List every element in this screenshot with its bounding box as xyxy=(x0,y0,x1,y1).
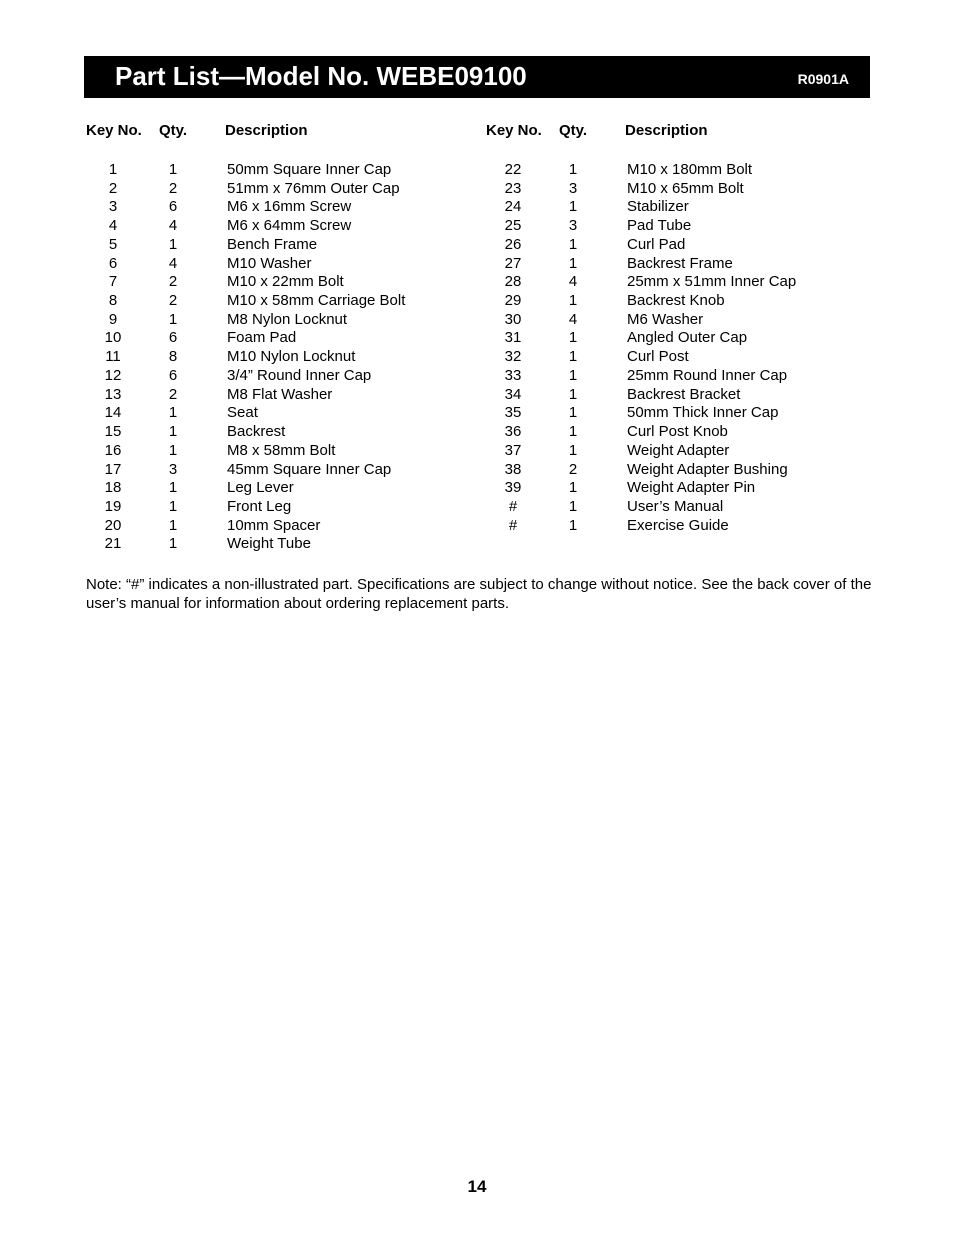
quantity: 2 xyxy=(168,292,178,310)
key-number: 18 xyxy=(104,479,122,497)
key-number: 4 xyxy=(108,217,118,235)
key-number: 38 xyxy=(504,460,522,478)
part-description: 51mm x 76mm Outer Cap xyxy=(227,179,400,197)
key-number: 8 xyxy=(108,292,118,310)
quantity: 1 xyxy=(168,535,178,553)
quantity: 1 xyxy=(168,404,178,422)
part-row xyxy=(486,329,876,348)
quantity: 1 xyxy=(168,310,178,328)
key-number: 9 xyxy=(108,310,118,328)
part-row xyxy=(86,329,476,348)
part-row xyxy=(486,386,876,405)
part-row xyxy=(486,292,876,311)
part-description: Weight Adapter Bushing xyxy=(627,460,788,478)
part-row xyxy=(86,161,476,180)
part-description: Backrest Knob xyxy=(627,292,725,310)
key-number: # xyxy=(508,516,518,534)
quantity: 1 xyxy=(568,385,578,403)
part-row xyxy=(486,236,876,255)
key-number: 6 xyxy=(108,254,118,272)
page-number: 14 xyxy=(467,1177,487,1196)
part-row xyxy=(486,479,876,498)
key-number: 35 xyxy=(504,404,522,422)
quantity: 1 xyxy=(568,161,578,178)
part-description: M10 x 65mm Bolt xyxy=(627,179,744,197)
quantity: 1 xyxy=(568,479,578,497)
quantity: 2 xyxy=(168,179,178,197)
quantity: 1 xyxy=(568,198,578,216)
part-description: Backrest Frame xyxy=(627,254,733,272)
key-number: 19 xyxy=(104,497,122,515)
part-description: Backrest Bracket xyxy=(627,385,741,403)
part-description: M6 Washer xyxy=(627,310,704,328)
key-number: 30 xyxy=(504,310,522,328)
part-row xyxy=(86,498,476,517)
key-number: 32 xyxy=(504,348,522,366)
part-description: Bench Frame xyxy=(227,235,318,253)
key-number: 14 xyxy=(104,404,122,422)
part-row xyxy=(86,517,476,536)
part-description: Weight Tube xyxy=(227,535,311,553)
key-number: 11 xyxy=(105,348,121,366)
part-description: Leg Lever xyxy=(227,479,294,497)
part-description: Seat xyxy=(227,404,258,422)
key-number: 26 xyxy=(504,235,522,253)
quantity: 1 xyxy=(168,516,178,534)
key-number: 21 xyxy=(104,535,122,553)
quantity: 1 xyxy=(568,441,578,459)
part-description: Weight Adapter Pin xyxy=(627,479,756,497)
quantity: 6 xyxy=(168,198,178,216)
key-number: 20 xyxy=(104,516,122,534)
part-row xyxy=(86,367,476,386)
part-row xyxy=(486,442,876,461)
document-code: R0901A xyxy=(797,71,849,87)
part-description: Pad Tube xyxy=(627,217,692,235)
part-description: M10 x 180mm Bolt xyxy=(627,161,753,178)
part-description: Curl Post Knob xyxy=(627,423,728,441)
page-title: Part List—Model No. WEBE09100 xyxy=(115,61,527,91)
part-description: Backrest xyxy=(227,423,286,441)
key-number: 17 xyxy=(104,460,122,478)
key-number: 34 xyxy=(504,385,522,403)
part-description: M10 Washer xyxy=(227,254,312,272)
qty-header: Qty. xyxy=(159,122,188,139)
key-number: 15 xyxy=(104,423,122,441)
part-row xyxy=(86,442,476,461)
part-description: 3/4” Round Inner Cap xyxy=(227,366,372,384)
part-row xyxy=(86,180,476,199)
part-description: Stabilizer xyxy=(627,198,689,216)
part-row xyxy=(86,217,476,236)
part-description: Weight Adapter xyxy=(627,441,730,459)
quantity: 2 xyxy=(168,273,178,291)
part-description: M10 x 22mm Bolt xyxy=(227,273,344,291)
key-number: 23 xyxy=(504,179,522,197)
quantity: 3 xyxy=(568,217,578,235)
key-number: 22 xyxy=(504,161,522,178)
quantity: 1 xyxy=(168,423,178,441)
part-row xyxy=(486,498,876,517)
key-number: 24 xyxy=(504,198,522,216)
part-row xyxy=(86,404,476,423)
key-number: 27 xyxy=(504,254,522,272)
part-row xyxy=(486,217,876,236)
key-number: 29 xyxy=(504,292,522,310)
quantity: 4 xyxy=(568,310,578,328)
part-row xyxy=(86,255,476,274)
quantity: 1 xyxy=(168,161,178,178)
key-no-header: Key No. xyxy=(486,122,542,139)
part-description: 50mm Thick Inner Cap xyxy=(627,404,779,422)
part-row xyxy=(486,423,876,442)
part-row xyxy=(486,180,876,199)
description-header: Description xyxy=(225,122,308,139)
key-number: 7 xyxy=(108,273,118,291)
key-number: 28 xyxy=(504,273,522,291)
part-description: Curl Post xyxy=(627,348,689,366)
part-description: User’s Manual xyxy=(627,497,724,515)
quantity: 2 xyxy=(568,460,578,478)
quantity: 1 xyxy=(568,516,578,534)
key-number: 1 xyxy=(108,161,118,178)
part-row xyxy=(486,273,876,292)
key-number: 37 xyxy=(504,441,522,459)
note-text: Note: “#” indicates a non-illustrated part. Specifications are subject to change without notice. See the back cover of the user’s manual for information about ordering replacement parts. xyxy=(86,576,872,612)
key-number: # xyxy=(508,497,518,515)
part-row xyxy=(86,273,476,292)
quantity: 4 xyxy=(568,273,578,291)
key-number: 13 xyxy=(104,385,122,403)
quantity: 1 xyxy=(568,254,578,272)
key-number: 39 xyxy=(504,479,522,497)
key-number: 36 xyxy=(504,423,522,441)
parts-list-left xyxy=(86,161,476,554)
part-description: M8 Flat Washer xyxy=(227,385,333,403)
part-row xyxy=(86,423,476,442)
part-description: M6 x 16mm Screw xyxy=(227,198,352,216)
part-description: Exercise Guide xyxy=(627,516,729,534)
key-number: 33 xyxy=(504,366,522,384)
part-row xyxy=(486,311,876,330)
quantity: 8 xyxy=(168,348,178,366)
key-number: 5 xyxy=(108,235,118,253)
quantity: 2 xyxy=(168,385,178,403)
part-description: Front Leg xyxy=(227,497,292,515)
part-row xyxy=(86,198,476,217)
quantity: 1 xyxy=(568,497,578,515)
quantity: 1 xyxy=(568,404,578,422)
quantity: 1 xyxy=(168,479,178,497)
quantity: 1 xyxy=(568,423,578,441)
part-description: M8 x 58mm Bolt xyxy=(227,441,336,459)
quantity: 6 xyxy=(168,366,178,384)
part-row xyxy=(86,348,476,367)
key-no-header: Key No. xyxy=(86,122,142,139)
part-row xyxy=(486,161,876,180)
part-description: 25mm Round Inner Cap xyxy=(627,366,788,384)
part-description: 50mm Square Inner Cap xyxy=(227,161,392,178)
key-number: 10 xyxy=(104,329,122,347)
quantity: 1 xyxy=(168,497,178,515)
key-number: 3 xyxy=(108,198,118,216)
part-row xyxy=(486,404,876,423)
quantity: 1 xyxy=(568,329,578,347)
part-description: M6 x 64mm Screw xyxy=(227,217,352,235)
part-row xyxy=(486,198,876,217)
quantity: 3 xyxy=(568,179,578,197)
part-row xyxy=(486,461,876,480)
title-bar xyxy=(84,56,870,98)
parts-list-right xyxy=(486,161,876,535)
part-row xyxy=(486,367,876,386)
part-description: Foam Pad xyxy=(227,329,297,347)
part-row xyxy=(86,535,476,554)
part-row xyxy=(486,517,876,536)
quantity: 1 xyxy=(568,292,578,310)
key-number: 12 xyxy=(104,366,122,384)
quantity: 1 xyxy=(568,235,578,253)
part-row xyxy=(86,386,476,405)
part-description: M10 x 58mm Carriage Bolt xyxy=(227,292,406,310)
quantity: 3 xyxy=(168,460,178,478)
quantity: 1 xyxy=(568,348,578,366)
part-row xyxy=(486,255,876,274)
key-number: 16 xyxy=(104,441,122,459)
quantity: 1 xyxy=(168,441,178,459)
key-number: 31 xyxy=(504,329,522,347)
quantity: 4 xyxy=(168,217,178,235)
part-row xyxy=(86,479,476,498)
key-number: 25 xyxy=(504,217,522,235)
part-row xyxy=(86,236,476,255)
part-description: 10mm Spacer xyxy=(227,516,321,534)
part-row xyxy=(86,311,476,330)
part-row xyxy=(86,461,476,480)
quantity: 1 xyxy=(168,235,178,253)
part-row xyxy=(86,292,476,311)
part-description: Curl Pad xyxy=(627,235,686,253)
part-row xyxy=(486,348,876,367)
part-description: 45mm Square Inner Cap xyxy=(227,460,392,478)
quantity: 6 xyxy=(168,329,178,347)
part-description: M8 Nylon Locknut xyxy=(227,310,348,328)
part-description: 25mm x 51mm Inner Cap xyxy=(627,273,797,291)
quantity: 4 xyxy=(168,254,178,272)
quantity: 1 xyxy=(568,366,578,384)
key-number: 2 xyxy=(108,179,118,197)
part-description: Angled Outer Cap xyxy=(627,329,748,347)
qty-header: Qty. xyxy=(559,122,588,139)
description-header: Description xyxy=(625,122,708,139)
part-description: M10 Nylon Locknut xyxy=(227,348,356,366)
